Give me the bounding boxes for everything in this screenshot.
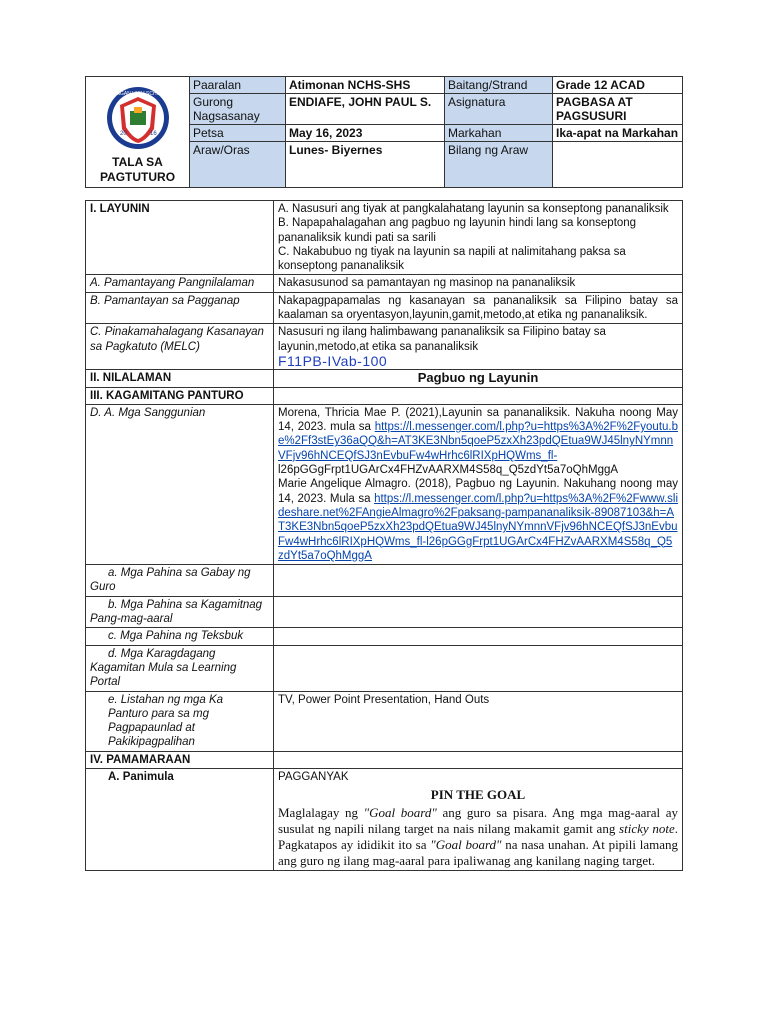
listahan-label-4: Pakikipagpalihan [108, 736, 195, 749]
kagamitang-mag-aaral-label-2: Pang-mag-aaral [90, 613, 173, 626]
goal-board-term: "Goal board" [363, 804, 437, 820]
kagamitan-row [86, 387, 683, 404]
sticky-note-term: sticky note [619, 820, 675, 836]
kagamitang-mag-aaral-value [274, 596, 683, 628]
ref1-text: Morena, Thricia Mae P. (2021),Layunin sa pananaliksik. Nakuha noong May 14, 2023. mula sa [278, 406, 678, 434]
pamamaraan-value [274, 751, 683, 768]
melc-label [86, 324, 274, 370]
teksbuk-value [274, 628, 683, 645]
listahan-value: TV, Power Point Presentation, Hand Outs [274, 691, 683, 751]
melc-label-2: sa Pagkatuto (MELC) [90, 340, 200, 353]
teksbuk-label: c. Mga Pahina ng Teksbuk [86, 628, 274, 645]
lr-portal-label [86, 645, 274, 691]
gabay-label [86, 565, 274, 597]
header-table [85, 76, 683, 188]
pagganyak-heading: PAGGANYAK [278, 770, 349, 783]
pamantayan-pagganap-label: B. Pamantayan sa Pagganap [86, 292, 274, 324]
listahan-row [86, 691, 683, 751]
pamantayan-pagganap-value: Nakapagpapamalas ng kasanayan sa pananaliksik sa Filipino batay sa kaalaman sa oryentasyon,layunin,gamit,metodo,at etika ng pananaliksik. [274, 292, 683, 324]
asignatura-value: PAGBASA AT PAGSUSURI [553, 94, 683, 125]
baitang-label: Baitang/Strand [445, 77, 553, 94]
lr-portal-row [86, 645, 683, 691]
panimula-p3: . Pagkatapos ay ididikit ito sa [278, 820, 678, 852]
pamamaraan-label: IV. PAMAMARAAN [86, 751, 274, 768]
kagamitang-mag-aaral-label [86, 596, 274, 628]
layunin-a: A. Nasusuri ang tiyak at pangkalahatang layunin sa konseptong pananaliksik [278, 203, 669, 215]
lesson-plan-title: TALA SA PAGTUTURO [99, 155, 176, 184]
kagamitang-mag-aaral-row [86, 596, 683, 628]
pamantayan-pagganap-row [86, 292, 683, 324]
gabay-value [274, 565, 683, 597]
araw-value: Lunes- Biyernes [286, 142, 445, 188]
panimula-p2: ang guro sa pisara. Ang mga mag-aaral ay susulat ng napili nilang target na nais nilang makamit gamit ang [278, 804, 678, 836]
lr-portal-label-3: Portal [90, 676, 121, 689]
markahan-value: Ika-apat na Markahan [553, 125, 683, 142]
panimula-p4: na nasa unahan. At pipili lamang ang guro ng ilang mag-aaral para ipaliwanag ang kanilang naging target. [278, 836, 679, 868]
ref1-link[interactable]: https://l.messenger.com/l.php?u=https%3A%2F%2Fyoutu.be%2Ff3stEy36aQQ&h=AT3KE3Nbn5qoeP5zxXh23pdQEtua9WJ45lnyNYmnnVFjv96hNCEQfSJ3nEvbuFw4wHrhc6lRIXpHQWms_fl- [278, 421, 679, 462]
panimula-paragraph [278, 805, 678, 869]
pamantayang-pangnilalaman-row [86, 275, 683, 292]
logo-cell [86, 77, 190, 188]
pamamaraan-row [86, 751, 683, 768]
petsa-value: May 16, 2023 [286, 125, 445, 142]
listahan-label-1: e. Listahan ng mga Ka [108, 693, 224, 706]
layunin-label: I. LAYUNIN [86, 201, 274, 275]
layunin-c: C. Nakabubuo ng tiyak na layunin sa napili at nalimitahang paksa sa konseptong pananaliksik [278, 245, 626, 273]
nilalaman-value: Pagbuo ng Layunin [274, 370, 683, 387]
pin-the-goal-title: PIN THE GOAL [430, 787, 526, 803]
kagamitan-value [274, 387, 683, 404]
nilalaman-row [86, 370, 683, 387]
sanggunian-row [86, 404, 683, 564]
kagamitan-label: III. KAGAMITANG PANTURO [86, 387, 274, 404]
melc-text: Nasusuri ng ilang halimbawang pananaliksik sa Filipino batay sa layunin,metodo,at etika sa pananaliksik [278, 326, 606, 353]
panimula-row [86, 768, 683, 870]
panimula-p1: Maglalagay ng [278, 804, 364, 820]
gabay-label-2: Guro [90, 581, 116, 594]
teksbuk-row [86, 628, 683, 645]
paaralan-label: Paaralan [190, 77, 286, 94]
gabay-row [86, 565, 683, 597]
guro-value: ENDIAFE, JOHN PAUL S. [286, 94, 445, 125]
goal-board-term-2: "Goal board" [430, 836, 502, 852]
layunin-value [274, 201, 683, 275]
araw-label: Araw/Oras [190, 142, 286, 188]
lr-portal-label-2: Kagamitan Mula sa Learning [90, 661, 237, 674]
listahan-label [86, 691, 274, 751]
markahan-label: Markahan [445, 125, 553, 142]
svg-text:RONGAN HIGH SCHOOL: RONGAN HIGH SCHOOL [108, 91, 167, 97]
svg-text:16: 16 [149, 131, 157, 137]
melc-code: F11PB-IVab-100 [278, 352, 388, 369]
school-seal-logo [106, 85, 170, 151]
ref2-text: Marie Angelique Almagro. (2018), Pagbuo ng Layunin. Nakuhang noong may 14, 2023. Mula sa [278, 478, 678, 505]
nilalaman-label: II. NILALAMAN [86, 370, 274, 387]
baitang-value: Grade 12 ACAD [553, 77, 683, 94]
panimula-value [274, 768, 683, 870]
gabay-label-1: a. Mga Pahina sa Gabay ng [108, 567, 251, 580]
ref2-link[interactable]: https://l.messenger.com/l.php?u=https%3A%2F%2Fwww.slideshare.net%2FAngieAlmagro%2Fpaksang-pampananaliksik-89087103&h=AT3KE3Nbn5qoeP5zxXh23pdQEtua9WJ45lnyNYmnnVFjv96hNCEQfSJ3nEvbuFw4wHrhc6lRIXpHQWms_fl-l26pGGgFrpt1UGArCx4FHZvAARXM4S58q_Q5zdYt5a7oQhMggA [278, 492, 678, 562]
panimula-label: A. Panimula [86, 768, 274, 870]
lr-portal-label-1: d. Mga Karagdagang [108, 647, 216, 660]
listahan-label-2: Panturo para sa mg [108, 707, 210, 720]
sanggunian-value [274, 404, 683, 564]
asignatura-label: Asignatura [445, 94, 553, 125]
bilang-label: Bilang ng Araw [445, 142, 553, 188]
listahan-label-3: Pagpapaunlad at [108, 722, 195, 735]
bilang-value [553, 142, 683, 188]
paaralan-value: Atimonan NCHS-SHS [286, 77, 445, 94]
sanggunian-label: D. A. Mga Sanggunian [86, 404, 274, 564]
layunin-row [86, 201, 683, 275]
lr-portal-value [274, 645, 683, 691]
pamantayang-pangnilalaman-label: A. Pamantayang Pangnilalaman [86, 275, 274, 292]
melc-value [274, 324, 683, 370]
guro-label: Gurong Nagsasanay [190, 94, 286, 125]
pamantayang-pangnilalaman-value: Nakasusunod sa pamantayan ng masinop na pananaliksik [274, 275, 683, 292]
layunin-b: B. Napapahalagahan ang pagbuo ng layunin hindi lang sa konseptong pananaliksik kundi pati sa sarili [278, 217, 637, 244]
ref1-tail: l26pGGgFrpt1UGArCx4FHZvAARXM4S58q_Q5zdYt5a7oQhMggA [278, 464, 619, 477]
petsa-label: Petsa [190, 125, 286, 142]
lesson-plan-table [85, 200, 683, 871]
svg-text:20: 20 [119, 131, 127, 137]
melc-row [86, 324, 683, 370]
melc-label-1: C. Pinakamahalagang Kasanayan [90, 326, 264, 339]
kagamitang-mag-aaral-label-1: b. Mga Pahina sa Kagamitnag [108, 598, 263, 611]
